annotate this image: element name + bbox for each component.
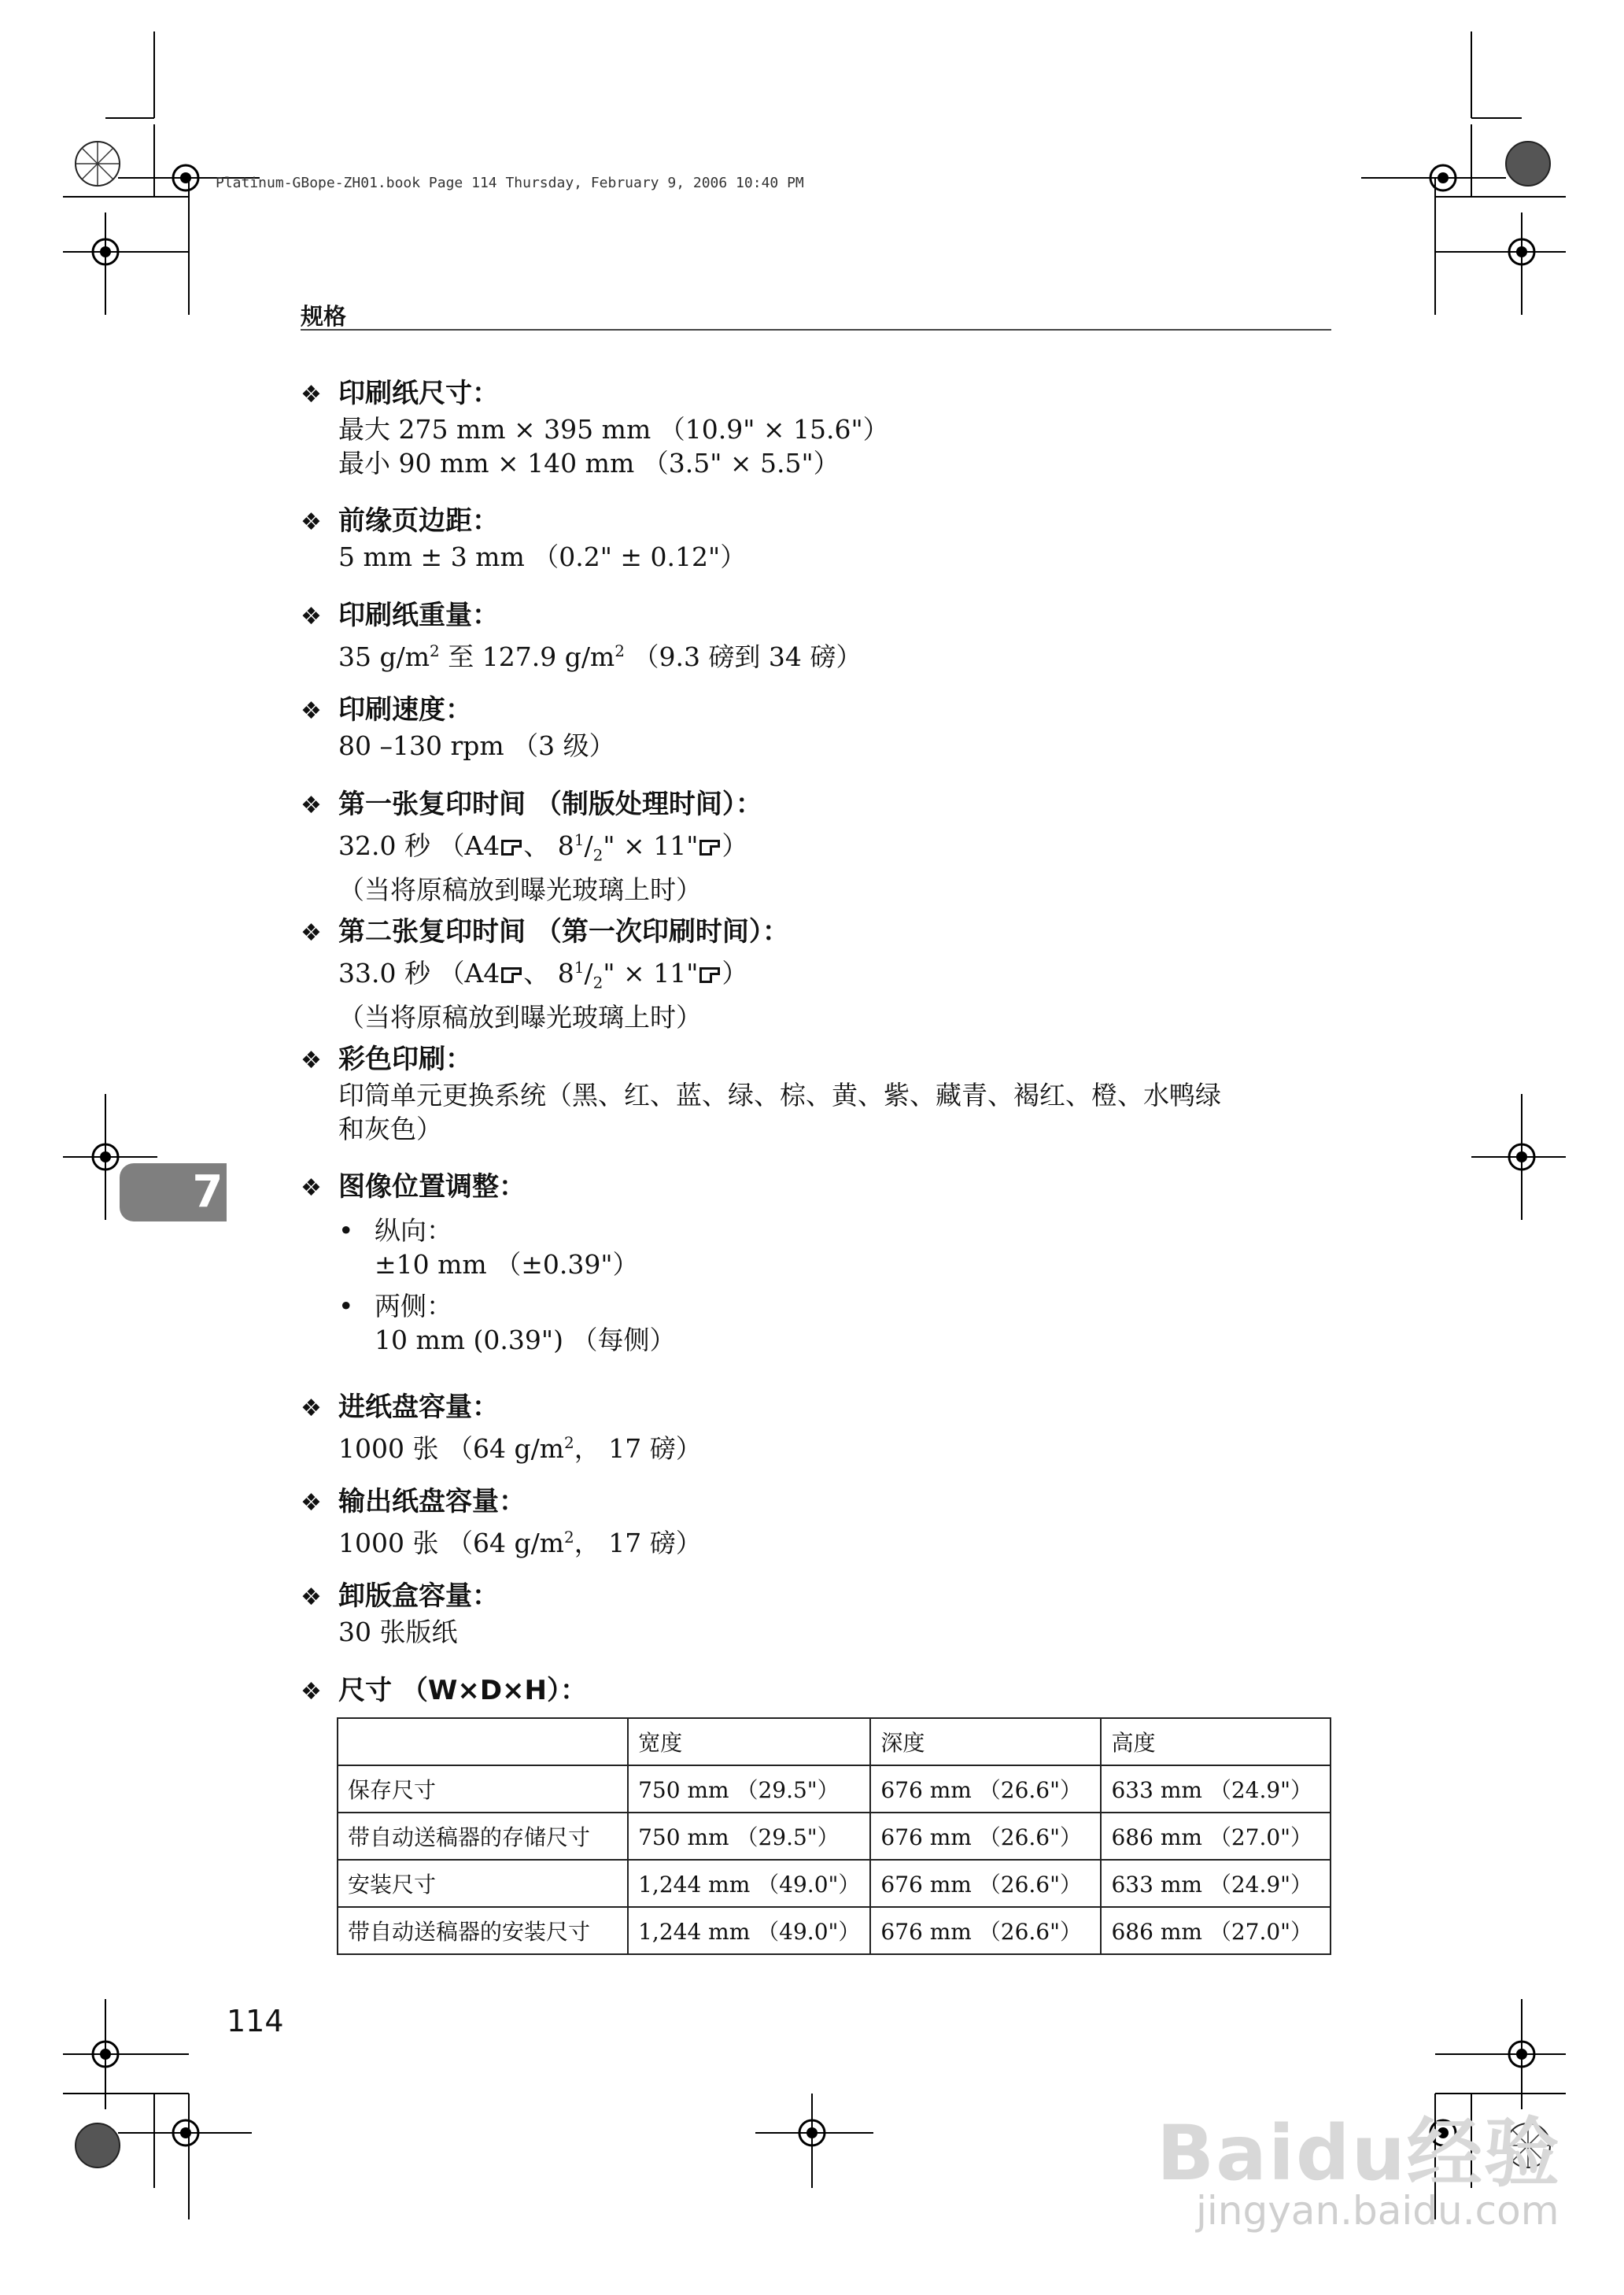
spec-line: 10 mm (0.39") （每侧） <box>375 1325 676 1355</box>
watermark-url: jingyan.baidu.com <box>1196 2188 1559 2234</box>
spec-paper-weight <box>301 598 1331 674</box>
spec-heading: 前缘页边距： <box>338 505 499 537</box>
bullet-icon: ❖ <box>301 1395 322 1422</box>
watermark-brand: Baidu经验 <box>1157 2109 1561 2197</box>
table-header-cell: 高度 <box>1101 1718 1331 1765</box>
bullet-icon: ❖ <box>301 381 322 408</box>
spec-heading: 第二张复印时间 （第一次印刷时间）： <box>338 916 789 948</box>
table-header-cell <box>338 1718 628 1765</box>
spec-print-speed <box>301 693 1331 763</box>
page-number: 114 <box>227 2004 284 2038</box>
spec-line: 5 mm ± 3 mm （0.2" ± 0.12"） <box>338 541 747 572</box>
page-header-title: 规格 <box>301 303 347 330</box>
bullet-icon: ❖ <box>301 508 322 536</box>
table-header-row <box>338 1718 1331 1765</box>
table-header-cell: 深度 <box>870 1718 1101 1765</box>
spec-first-copy-time <box>301 787 1331 907</box>
spec-heading: 印刷速度： <box>338 694 472 726</box>
spec-heading: 印刷纸重量： <box>338 600 499 631</box>
spec-second-copy-time <box>301 915 1331 1034</box>
spec-line: ±10 mm （±0.39"） <box>375 1249 639 1280</box>
spec-heading: 卸版盒容量： <box>338 1580 499 1612</box>
list-item: • 两侧： <box>338 1291 452 1321</box>
table-cell: 686 mm （27.0"） <box>1101 1907 1331 1954</box>
dot-icon: • <box>338 1215 354 1246</box>
table-header-cell: 宽度 <box>628 1718 870 1765</box>
spec-heading: 进纸盘容量： <box>338 1391 499 1423</box>
spec-heading: 彩色印刷： <box>338 1044 472 1075</box>
table-cell: 676 mm （26.6"） <box>870 1907 1101 1954</box>
table-cell: 750 mm （29.5"） <box>628 1813 870 1860</box>
dot-icon: • <box>338 1291 354 1321</box>
bullet-icon: ❖ <box>301 697 322 725</box>
spec-line: 最大 275 mm × 395 mm （10.9" × 15.6"） <box>338 414 889 445</box>
chapter-number: 7 <box>192 1166 223 1218</box>
spec-heading: 印刷纸尺寸： <box>338 378 499 409</box>
header-rule <box>301 329 1331 331</box>
table-cell: 带自动送稿器的存储尺寸 <box>338 1813 628 1860</box>
spec-line: 1000 张 （64 $g/m^2$， 17 磅） <box>338 1528 702 1558</box>
spec-feed-tray-capacity <box>301 1390 1331 1465</box>
book-slug: Platinum-GBope-ZH01.book Page 114 Thursday, February 9, 2006 10:40 PM <box>216 175 804 191</box>
bullet-icon: ❖ <box>301 792 322 819</box>
spec-heading: 图像位置调整： <box>338 1171 526 1203</box>
table-cell: 676 mm （26.6"） <box>870 1765 1101 1813</box>
bullet-icon: ❖ <box>301 603 322 630</box>
table-row <box>338 1907 1331 1954</box>
table-cell: 保存尺寸 <box>338 1765 628 1813</box>
table-row <box>338 1765 1331 1813</box>
spec-leading-margin <box>301 504 1331 574</box>
spec-line: 35 $g/m^2$ 至 127.9 $g/m^2$ （9.3 磅到 34 磅） <box>338 641 862 672</box>
bullet-icon: ❖ <box>301 1678 322 1706</box>
spec-line: 1000 张 （64 $g/m^2$， 17 磅） <box>338 1433 702 1464</box>
spec-color-printing <box>301 1042 1331 1146</box>
spec-line: 最小 90 mm × 140 mm （3.5" × 5.5"） <box>338 448 840 479</box>
landscape-paper-icon <box>699 967 720 983</box>
spec-line: 30 张版纸 <box>338 1617 458 1647</box>
table-cell: 1,244 mm （49.0"） <box>628 1860 870 1907</box>
spec-line: 80 –130 rpm （3 级） <box>338 730 615 761</box>
spec-heading: 第一张复印时间 （制版处理时间）： <box>338 789 762 820</box>
bullet-icon: ❖ <box>301 1047 322 1074</box>
dimensions-table <box>337 1717 1331 1955</box>
spec-heading: 尺寸 （W×D×H）： <box>338 1675 587 1706</box>
table-cell: 676 mm （26.6"） <box>870 1813 1101 1860</box>
bullet-icon: ❖ <box>301 1174 322 1202</box>
table-row <box>338 1813 1331 1860</box>
table-cell: 1,244 mm （49.0"） <box>628 1907 870 1954</box>
table-cell: 安装尺寸 <box>338 1860 628 1907</box>
table-cell: 750 mm （29.5"） <box>628 1765 870 1813</box>
spec-image-position <box>301 1170 1331 1357</box>
spec-output-tray-capacity <box>301 1484 1331 1560</box>
spec-line: （当将原稿放到曝光玻璃上时） <box>338 1001 702 1033</box>
spec-line: 印筒单元更换系统（黑、红、蓝、绿、棕、黄、紫、藏青、褐红、橙、水鸭绿 <box>338 1080 1221 1111</box>
spec-line: 33.0 秒 （A4 、 $8^1/_2$" × 11" ） <box>338 958 748 992</box>
spec-paper-size <box>301 376 1331 480</box>
list-item: • 纵向： <box>338 1215 452 1246</box>
spec-line: 和灰色） <box>338 1114 442 1144</box>
table-cell: 633 mm （24.9"） <box>1101 1860 1331 1907</box>
spec-line: 32.0 秒 （A4 、 $8^1/_2$" × 11" ） <box>338 830 748 865</box>
spec-master-box-capacity <box>301 1579 1331 1649</box>
landscape-paper-icon <box>699 840 720 856</box>
spec-heading: 输出纸盘容量： <box>338 1486 526 1517</box>
landscape-paper-icon <box>501 967 522 983</box>
bullet-icon: ❖ <box>301 919 322 947</box>
table-cell: 带自动送稿器的安装尺寸 <box>338 1907 628 1954</box>
table-cell: 633 mm （24.9"） <box>1101 1765 1331 1813</box>
table-cell: 676 mm （26.6"） <box>870 1860 1101 1907</box>
bullet-icon: ❖ <box>301 1489 322 1517</box>
spec-dimensions <box>301 1673 1331 1709</box>
bullet-icon: ❖ <box>301 1584 322 1611</box>
table-cell: 686 mm （27.0"） <box>1101 1813 1331 1860</box>
landscape-paper-icon <box>501 840 522 856</box>
spec-line: （当将原稿放到曝光玻璃上时） <box>338 874 702 905</box>
table-row <box>338 1860 1331 1907</box>
